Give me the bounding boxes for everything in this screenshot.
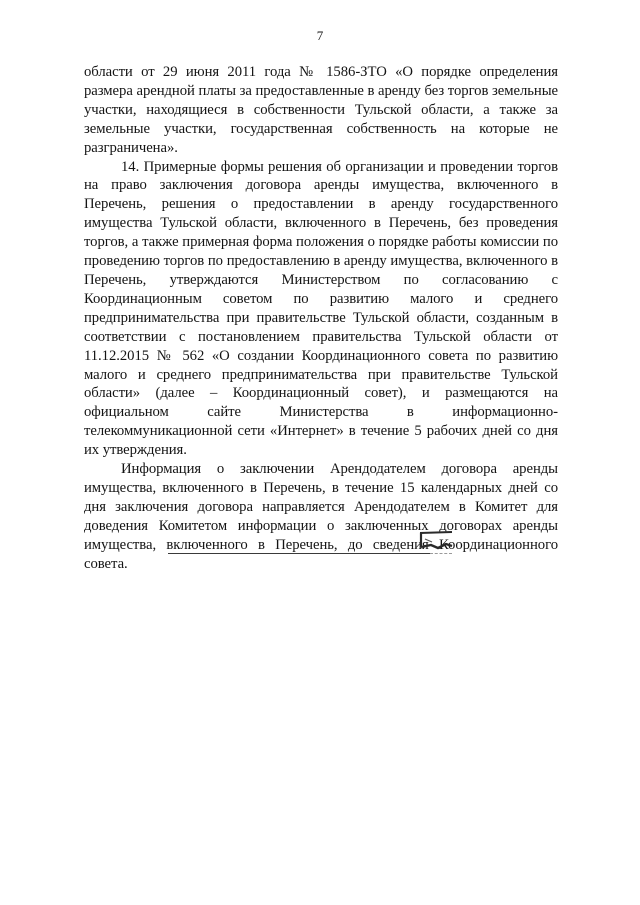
paragraph-continuation: области от 29 июня 2011 года № 1586-ЗТО «О порядке определения размера арендной платы за предоставленные в аренду без торгов земельные участки, находящиеся в собственности Тульской области, а также за земельные участки, государственная собственность на которые не разграничена». (84, 64, 558, 156)
end-separator-line (168, 553, 430, 554)
page-number: 7 (316, 28, 324, 43)
handwritten-end-mark (416, 529, 456, 551)
document-body (84, 63, 558, 573)
paragraph-item-14: 14. Примерные формы решения об организации и проведении торгов на право заключения договора аренды имущества, включенного в Перечень, решения о предоставлении в аренду государственного имущества Тульской области, включенного в Перечень, без проведения торгов, а также примерная форма положения о порядке работы комиссии по проведению торгов по предоставлению в аренду имущества, включенного в Перечень, утверждаются Министерством по согласованию с Координационным советом по развитию малого и среднего предпринимательства при правительстве Тульской области, созданным в соответствии с постановлением правительства Тульской области от 11.12.2015 № 562 «О создании Координационного совета по развитию малого и среднего предпринимательства при правительстве Тульской области» (далее – Координационный совет), и размещаются на официальном сайте Министерства в информационно-телекоммуникационной сети «Интернет» в течение 5 рабочих дней со дня их утверждения. (84, 158, 558, 459)
end-separator-tail (430, 553, 452, 554)
document-end-mark (168, 527, 458, 567)
paragraph-information: Информация о заключении Арендодателем договора аренды имущества, включенного в Перечень, в течение 15 календарных дней со дня заключения договора направляется Арендодателем в Комитет для доведения Комитетом информации о заключенных договорах аренды имущества, включенного в Перечень, до сведения Координационного совета. (84, 461, 558, 572)
